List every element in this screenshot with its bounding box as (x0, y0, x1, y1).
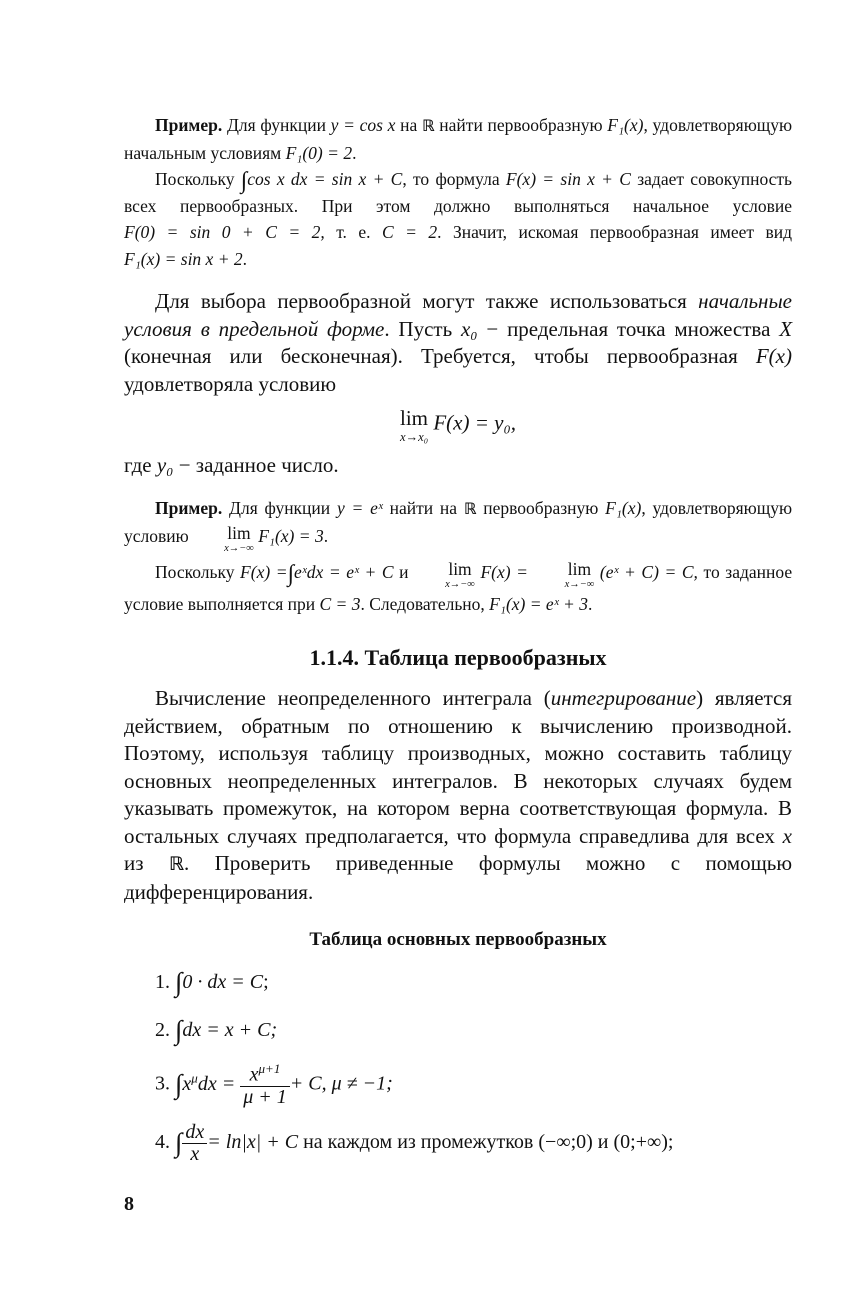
exponent: μ (191, 1070, 198, 1086)
formula: F₁(x) (607, 115, 644, 135)
formula: y₀ (156, 452, 174, 477)
fraction (240, 1062, 290, 1108)
formula: F(x) = (240, 561, 288, 582)
formula: F(x) = y₀, (433, 410, 517, 435)
numerator: x (249, 1064, 259, 1086)
example1-statement (124, 112, 792, 166)
italic-term: начальные условия в предельной форме (124, 289, 793, 341)
table-title: Таблица основных первообразных (309, 929, 607, 951)
text: где (124, 452, 152, 477)
formula: F₁(0) = 2 (285, 142, 353, 163)
text: . Пусть (384, 316, 453, 341)
differential: dx = (197, 1072, 236, 1095)
formula: (eˣ + C) = C, (599, 561, 698, 582)
limit-operator (534, 558, 595, 591)
integral-body: dx = x + C; (182, 1019, 278, 1042)
formula: ∫dx = x + C; (175, 1015, 278, 1046)
section-body (124, 685, 792, 906)
lim-subscript: x→−∞ (445, 579, 475, 591)
denominator: x (190, 1143, 200, 1165)
text: на (400, 115, 418, 135)
formula: X (779, 316, 793, 341)
text: . Значит, искомая первообразная имеет вид (437, 222, 793, 242)
text: ; (667, 1131, 674, 1154)
text: на каждом из промежутков (303, 1131, 534, 1154)
lim-subscript: x→−∞ (224, 543, 254, 555)
text: . Проверить приведенные формулы можно с помощью дифференцирования. (124, 851, 793, 904)
formula: F(x) = sin x + C (505, 169, 631, 189)
formula: F(x) = (480, 561, 528, 582)
formula-1 (124, 968, 792, 996)
example-label: Пример. (155, 498, 223, 519)
formula: x (782, 823, 792, 848)
formula: C = 2 (381, 222, 438, 242)
text: − заданное число. (178, 452, 339, 477)
text: . (352, 142, 357, 163)
formula: F₁(x) = eˣ + 3 (489, 593, 588, 614)
lim-label: lim (400, 406, 429, 430)
formula: F₁(x) = sin x + 2 (124, 248, 243, 269)
formula-number: 2. (155, 1019, 170, 1042)
formula: y = cos x (330, 115, 396, 135)
integral-body: eˣdx = eˣ + C (294, 561, 394, 582)
text: и (597, 1131, 609, 1154)
page-number: 8 (124, 1193, 134, 1215)
exponent: μ+1 (258, 1061, 281, 1077)
text: Вычисление неопределенного интеграла ( (155, 686, 551, 711)
example2-solution (124, 559, 792, 618)
integral-body: 0 · dx = C (182, 971, 264, 994)
text: , то формула (402, 169, 500, 189)
text: Поскольку (155, 561, 235, 582)
formula: x₀ (460, 316, 478, 341)
limit-operator (400, 408, 428, 444)
formula: F(x) (755, 344, 792, 368)
example1-solution (124, 166, 792, 272)
text: . (323, 525, 329, 546)
text: найти на (389, 498, 458, 519)
example-label: Пример. (155, 115, 223, 135)
lim-label: lim (448, 558, 472, 579)
limit-paragraph (124, 288, 792, 398)
integral-body: cos x dx = sin x + C (247, 169, 403, 189)
text: , удовлетворяющую начальным условиям (124, 115, 793, 163)
text: и (399, 561, 409, 582)
limit-display-formula (124, 408, 792, 444)
text: ; (263, 971, 269, 994)
formula-number: 4. (155, 1131, 170, 1154)
formula: F₁(x) (605, 498, 642, 519)
formula-2 (124, 1016, 792, 1044)
text: ) является действием, обратным по отношению к вычислению производной. Поэтому, используя таблицу производных, можно составить таблицу основных неопределенных интегралов. В некоторых случаях будем указывать промежуток, на котором верна соответствующая формула. В остальных случаях предполагается, что формула справедлива для всех (124, 686, 792, 848)
text: Для выбора первообразной могут также использоваться (155, 289, 687, 313)
text: удовлетворяла условию (124, 371, 337, 396)
italic-term: интегрирование (550, 686, 697, 711)
formula: ∫eˣdx = eˣ + C (287, 560, 394, 587)
formula-number: 1. (155, 971, 170, 994)
section-title: 1.1.4. Таблица первообразных (309, 645, 607, 671)
lim-label: lim (567, 558, 592, 579)
text: − предельная точка множества (486, 316, 771, 341)
formula: F₁(x) = 3 (258, 525, 324, 546)
example2-statement (124, 495, 792, 555)
interval: (0;+∞) (613, 1131, 668, 1154)
limit-operator (193, 522, 254, 555)
lim-subscript: x→x₀ (399, 430, 429, 444)
text: найти первообразную (439, 115, 603, 135)
set-symbol: ℝ (421, 116, 435, 135)
text: . (587, 593, 593, 614)
formula: F(0) = sin 0 + C = 2, (124, 222, 325, 242)
integrand: x (182, 1072, 192, 1095)
text: Поскольку (155, 169, 235, 189)
fraction (182, 1122, 207, 1165)
text: из (124, 851, 144, 876)
text: Для функции (226, 115, 326, 135)
formula: ∫0 · dx = C (175, 967, 264, 998)
lim-label: lim (227, 522, 251, 543)
formula: y = eˣ (336, 498, 383, 519)
formula: $\int x^\mu dx$ = (175, 1069, 236, 1099)
formula: C = 3 (319, 593, 361, 614)
numerator: dx (182, 1122, 207, 1144)
page-content (124, 112, 792, 1165)
formula: ∫cos x dx = sin x + C (240, 167, 403, 194)
limit-after (124, 452, 792, 480)
formula-4 (124, 1122, 792, 1165)
set-symbol: ℝ (463, 499, 477, 519)
text: Для функции (229, 498, 331, 519)
interval: (−∞;0) (538, 1131, 593, 1154)
text: т. е. (336, 222, 371, 242)
text: (конечная или бесконечная). Требуется, чтобы первообразная (124, 344, 738, 368)
text: , удовлетворяющую условию (124, 498, 793, 546)
formula-number: 3. (155, 1072, 170, 1095)
text: то заданное условие выполняется при (124, 561, 793, 614)
formula-3 (124, 1062, 792, 1108)
lim-subscript: x→−∞ (564, 579, 595, 591)
formula: + C, μ ≠ −1; (289, 1072, 393, 1095)
text: . Следовательно, (360, 593, 485, 614)
text: первообразную (483, 498, 599, 519)
integral-sign: ∫ (175, 1127, 183, 1158)
formula: = ln|x| + C (207, 1131, 299, 1154)
limit-operator (414, 558, 475, 591)
denominator: μ + 1 (243, 1086, 287, 1108)
text: задает совокупность всех первообразных. При этом должно выполняться начальное условие (124, 169, 793, 216)
set-symbol: ℝ (168, 853, 185, 876)
text: . (242, 248, 248, 269)
